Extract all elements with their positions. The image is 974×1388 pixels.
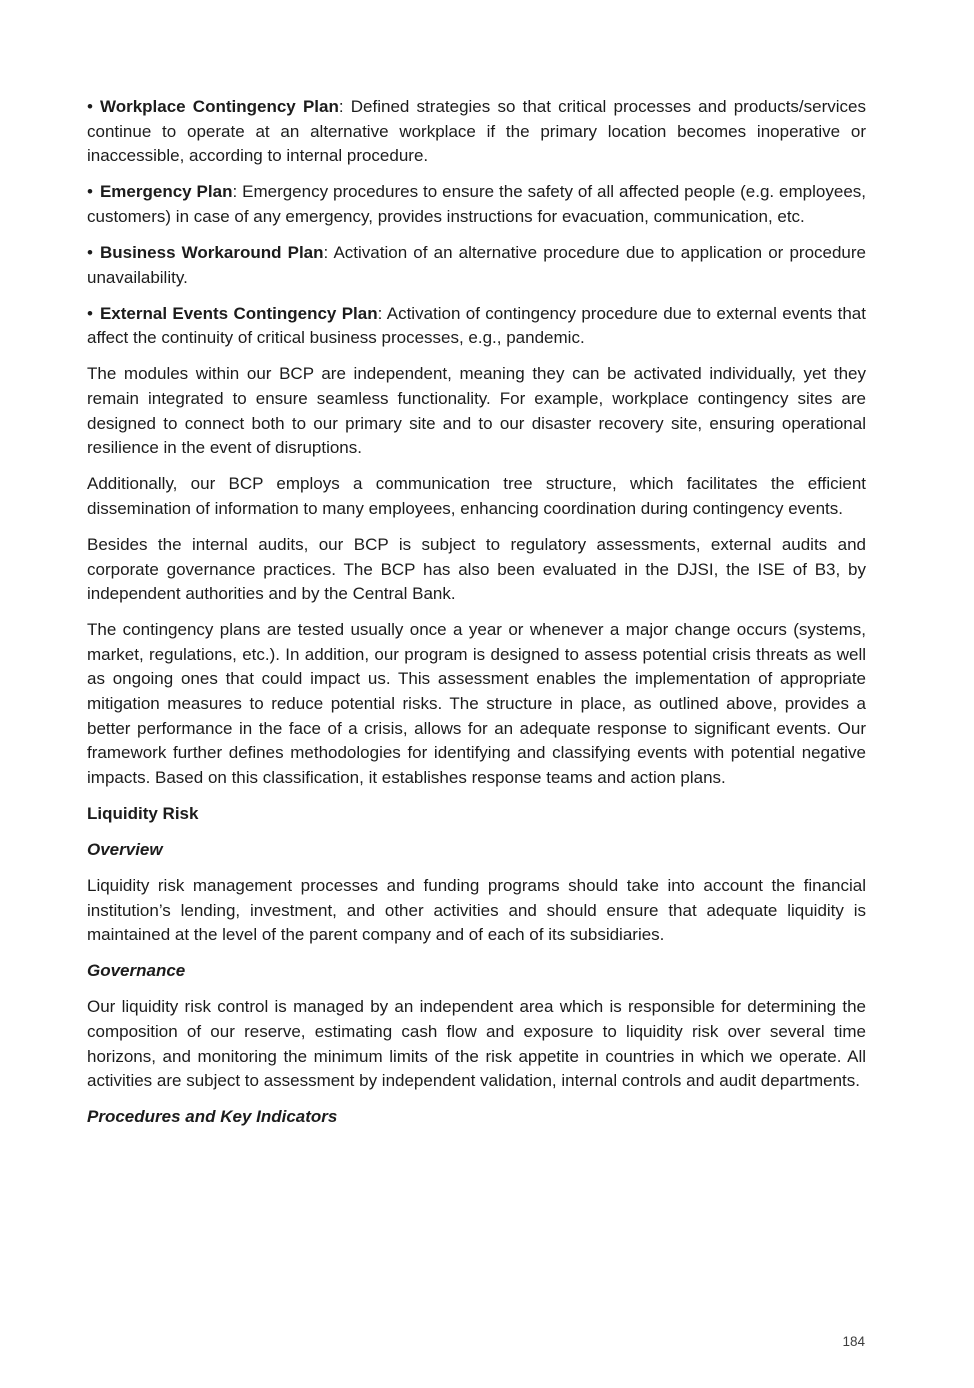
bullet-item-emergency-plan bbox=[87, 180, 866, 229]
bullet-icon: • bbox=[87, 182, 93, 202]
bullet-text: : Activation of contingency procedure due to external events that affect the continuity of critical business processes, e.g., pandemic. bbox=[87, 303, 866, 348]
bullet-text: : Activation of an alternative procedure due to application or procedure unavailability. bbox=[87, 242, 867, 287]
page-content bbox=[87, 95, 866, 1141]
paragraph-modules: The modules within our BCP are independent, meaning they can be activated individually, yet they remain integrated to ensure seamless functionality. For example, workplace contingency sites are designed to connect both to our primary site and to our disaster recovery site, ensuring operational resilience in the event of disruptions. bbox=[87, 364, 866, 458]
bullet-term: Emergency Plan bbox=[99, 182, 233, 202]
heading-procedures-and-key-indicators: Procedures and Key Indicators bbox=[87, 1107, 338, 1127]
bullet-term: Workplace Contingency Plan bbox=[99, 97, 339, 116]
bullet-item-business-workaround-plan bbox=[87, 241, 866, 290]
paragraph-liquidity-overview: Liquidity risk management processes and funding programs should take into account the financial institution’s lending, investment, and other activities and should ensure that adequate liquidity is maintained at the level of the parent company and of each of its subsidiaries. bbox=[87, 876, 866, 945]
page-number: 184 bbox=[842, 1334, 865, 1349]
paragraph-liquidity-governance: Our liquidity risk control is managed by an independent area which is responsible for determining the composition of our reserve, estimating cash flow and exposure to liquidity risk over several time horizons, and monitoring the minimum limits of the risk appetite in countries in which we operate. All activities are subject to assessment by independent validation, internal controls and audit departments. bbox=[87, 997, 866, 1091]
bullet-icon: • bbox=[87, 303, 93, 323]
bullet-item-external-events-contingency-plan bbox=[87, 302, 866, 351]
bullet-icon: • bbox=[87, 97, 93, 116]
paragraph-audits: Besides the internal audits, our BCP is subject to regulatory assessments, external audits and corporate governance practices. The BCP has also been evaluated in the DJSI, the ISE of B3, by independent authorities and by the Central Bank. bbox=[87, 534, 866, 604]
bullet-term: Business Workaround Plan bbox=[99, 242, 324, 262]
bullet-term: External Events Contingency Plan bbox=[99, 303, 378, 323]
bullet-text: : Defined strategies so that critical processes and products/services continue to operate at an alternative workplace if the primary location becomes inoperative or inaccessible, according to internal procedure. bbox=[87, 97, 866, 166]
heading-liquidity-risk: Liquidity Risk bbox=[87, 803, 199, 823]
bullet-icon: • bbox=[87, 242, 93, 262]
heading-overview: Overview bbox=[87, 839, 163, 859]
bullet-item-workplace-contingency-plan bbox=[87, 95, 866, 169]
paragraph-communication-tree: Additionally, our BCP employs a communication tree structure, which facilitates the efficient dissemination of information to many employees, enhancing coordination during contingency events. bbox=[87, 474, 866, 518]
bullet-text: : Emergency procedures to ensure the safety of all affected people (e.g. employees, customers) in case of any emergency, provides instructions for evacuation, communication, etc. bbox=[87, 182, 866, 226]
paragraph-testing: The contingency plans are tested usually once a year or whenever a major change occurs (systems, market, regulations, etc.). In addition, our program is designed to assess potential crisis threats as well as ongoing ones that could impact us. This assessment enables the implementation of appropriate mitigation measures to reduce potential risks. The structure in place, as outlined above, provides a better performance in the face of a crisis, allows for an adequate response to significant events. Our framework further defines methodologies for identifying and classifying events with potential negative impacts. Based on this classification, it establishes response teams and action plans. bbox=[87, 620, 866, 787]
heading-governance: Governance bbox=[87, 961, 186, 981]
